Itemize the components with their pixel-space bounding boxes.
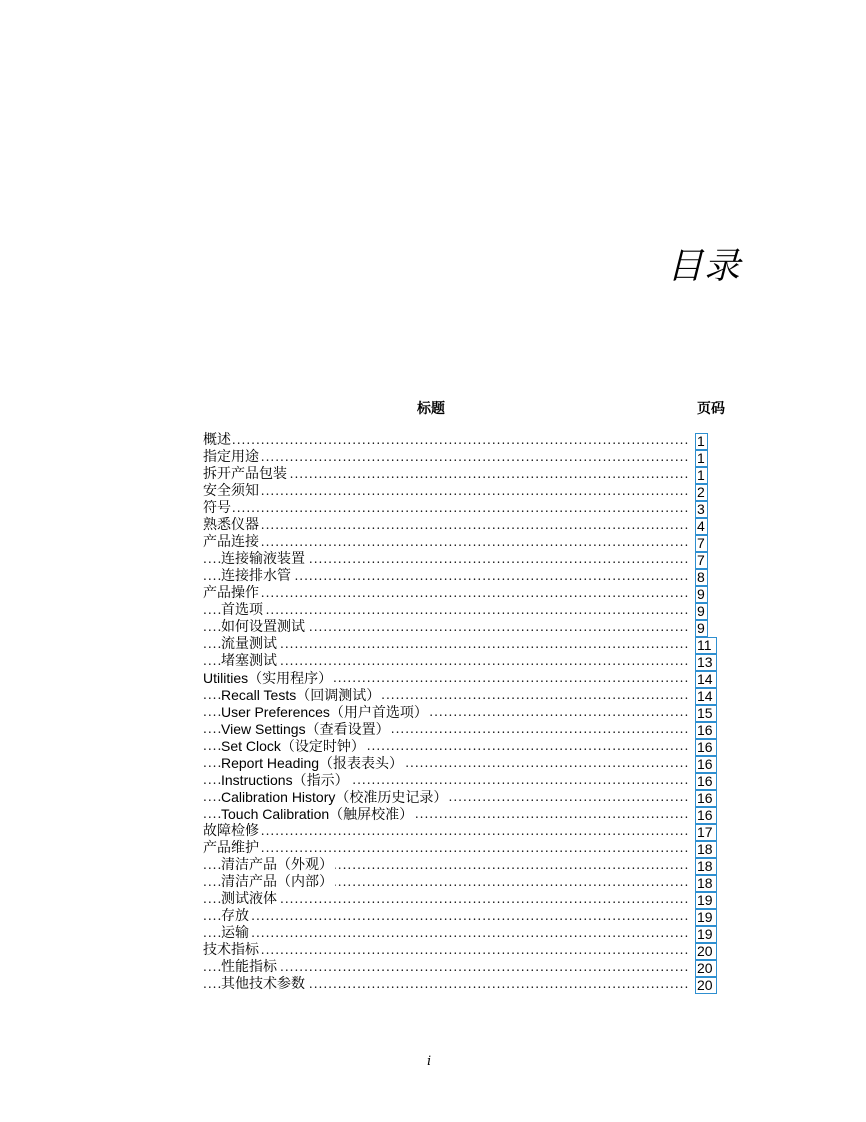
- toc-entry-label: 符号: [203, 500, 231, 516]
- toc-entry-label: 概述: [203, 432, 231, 448]
- toc-entry[interactable]: [203, 959, 718, 976]
- toc-page-link[interactable]: 19: [695, 909, 717, 926]
- toc-page-link[interactable]: 16: [695, 773, 717, 790]
- toc-entry[interactable]: [203, 823, 718, 840]
- toc-entry[interactable]: [203, 636, 718, 653]
- toc-page-link[interactable]: 9: [695, 620, 708, 637]
- toc-entry-label: Report Heading（报表表头）: [221, 755, 404, 771]
- toc-page-link[interactable]: 20: [695, 960, 717, 977]
- leader-dots: [203, 449, 688, 466]
- toc-entry-label: 如何设置测试: [221, 619, 305, 635]
- leader-dots: [203, 823, 688, 840]
- toc-entry[interactable]: [203, 976, 718, 993]
- toc-entry-label: Instructions（指示）: [221, 772, 349, 788]
- leader-dots: [203, 925, 688, 942]
- toc-page-link[interactable]: 19: [695, 926, 717, 943]
- table-of-contents: [203, 432, 718, 993]
- toc-entry[interactable]: [203, 653, 718, 670]
- toc-entry[interactable]: [203, 534, 718, 551]
- toc-entry[interactable]: [203, 483, 718, 500]
- toc-entry[interactable]: [203, 432, 718, 449]
- toc-entry[interactable]: [203, 925, 718, 942]
- toc-entry[interactable]: [203, 789, 718, 806]
- toc-page-link[interactable]: 8: [695, 569, 708, 586]
- toc-page-link[interactable]: 1: [695, 450, 708, 467]
- toc-entry-label: 存放: [221, 908, 249, 924]
- toc-entry[interactable]: [203, 857, 718, 874]
- toc-entry[interactable]: [203, 840, 718, 857]
- toc-page-link[interactable]: 19: [695, 892, 717, 909]
- leader-dots: [203, 534, 688, 551]
- toc-entry[interactable]: [203, 517, 718, 534]
- leader-dots: [203, 483, 688, 500]
- toc-entry[interactable]: [203, 942, 718, 959]
- toc-entry[interactable]: [203, 449, 718, 466]
- toc-page-link[interactable]: 20: [695, 943, 717, 960]
- toc-entry-label: 安全须知: [203, 483, 259, 499]
- toc-entry[interactable]: [203, 908, 718, 925]
- leader-dots: [203, 840, 688, 857]
- toc-entry-label: Calibration History（校准历史记录）: [221, 789, 448, 805]
- column-header-topic: 标题: [417, 401, 445, 417]
- toc-page-link[interactable]: 3: [695, 501, 708, 518]
- toc-page-link[interactable]: 17: [695, 824, 717, 841]
- toc-entry[interactable]: [203, 619, 718, 636]
- toc-page-link[interactable]: 2: [695, 484, 708, 501]
- toc-entry[interactable]: [203, 721, 718, 738]
- toc-entry-label: 性能指标: [221, 959, 277, 975]
- toc-entry-label: Touch Calibration（触屏校准）: [221, 806, 414, 822]
- toc-entry[interactable]: [203, 891, 718, 908]
- toc-entry[interactable]: [203, 466, 718, 483]
- toc-page-link[interactable]: 16: [695, 807, 717, 824]
- toc-entry-label: 拆开产品包装: [203, 466, 287, 482]
- toc-entry[interactable]: [203, 500, 718, 517]
- toc-entry-label: 技术指标: [203, 942, 259, 958]
- toc-entry-label: 熟悉仪器: [203, 517, 259, 533]
- leader-dots: [203, 500, 688, 517]
- leader-dots: [203, 517, 688, 534]
- toc-entry[interactable]: [203, 806, 718, 823]
- toc-entry-label: 产品连接: [203, 534, 259, 550]
- leader-dots: [203, 432, 688, 449]
- toc-page-link[interactable]: 9: [695, 603, 708, 620]
- toc-entry-label: 产品维护: [203, 840, 259, 856]
- toc-entry[interactable]: [203, 738, 718, 755]
- toc-page-link[interactable]: 4: [695, 518, 708, 535]
- toc-entry[interactable]: [203, 772, 718, 789]
- toc-entry-label: 连接输液装置: [221, 551, 305, 567]
- toc-entry-label: 其他技术参数: [221, 976, 305, 992]
- toc-entry-label: 清洁产品（内部）: [221, 874, 333, 890]
- toc-entry-label: Recall Tests（回调测试）: [221, 687, 381, 703]
- toc-entry-label: 堵塞测试: [221, 653, 277, 669]
- toc-entry[interactable]: [203, 687, 718, 704]
- page-number-footer: i: [427, 1054, 432, 1069]
- toc-page-link[interactable]: 1: [695, 467, 708, 484]
- page-title: 目录: [666, 246, 741, 287]
- toc-page-link[interactable]: 18: [695, 841, 717, 858]
- toc-page-link[interactable]: 14: [695, 671, 717, 688]
- toc-entry-label: User Preferences（用户首选项）: [221, 704, 428, 720]
- toc-page-link[interactable]: 13: [695, 654, 717, 671]
- toc-page-link[interactable]: 16: [695, 790, 717, 807]
- toc-page-link[interactable]: 16: [695, 739, 717, 756]
- toc-entry[interactable]: [203, 704, 718, 721]
- toc-entry[interactable]: [203, 755, 718, 772]
- toc-page-link[interactable]: 15: [695, 705, 717, 722]
- toc-page-link[interactable]: 1: [695, 433, 708, 450]
- toc-entry[interactable]: [203, 874, 718, 891]
- toc-entry[interactable]: [203, 551, 718, 568]
- toc-entry[interactable]: [203, 670, 718, 687]
- toc-entry-label: 故障检修: [203, 823, 259, 839]
- column-header-page: 页码: [697, 401, 725, 417]
- toc-entry-label: 产品操作: [203, 585, 259, 601]
- toc-entry-label: 指定用途: [203, 449, 259, 465]
- toc-entry-label: Utilities（实用程序）: [203, 670, 333, 686]
- toc-entry[interactable]: [203, 585, 718, 602]
- leader-dots: [203, 908, 688, 925]
- toc-page-link[interactable]: 18: [695, 858, 717, 875]
- toc-page-link[interactable]: 11: [695, 637, 717, 654]
- leader-dots: [203, 942, 688, 959]
- toc-page-link[interactable]: 18: [695, 875, 717, 892]
- toc-entry-label: 首选项: [221, 602, 263, 618]
- toc-entry-label: 测试液体: [221, 891, 277, 907]
- toc-entry-label: 清洁产品（外观）: [221, 857, 333, 873]
- toc-entry-label: 连接排水管: [221, 568, 291, 584]
- toc-entry[interactable]: [203, 602, 718, 619]
- toc-page-link[interactable]: 14: [695, 688, 717, 705]
- leader-dots: [203, 585, 688, 602]
- toc-page-link[interactable]: 16: [695, 722, 717, 739]
- toc-page-link[interactable]: 9: [695, 586, 708, 603]
- toc-page-link[interactable]: 7: [695, 535, 708, 552]
- toc-entry-label: Set Clock（设定时钟）: [221, 738, 365, 754]
- toc-page-link[interactable]: 20: [695, 977, 717, 994]
- toc-entry-label: 运输: [221, 925, 249, 941]
- toc-page-link[interactable]: 16: [695, 756, 717, 773]
- toc-page-link[interactable]: 7: [695, 552, 708, 569]
- toc-entry[interactable]: [203, 568, 718, 585]
- leader-dots: [203, 602, 688, 619]
- toc-entry-label: View Settings（查看设置）: [221, 721, 390, 737]
- toc-entry-label: 流量测试: [221, 636, 277, 652]
